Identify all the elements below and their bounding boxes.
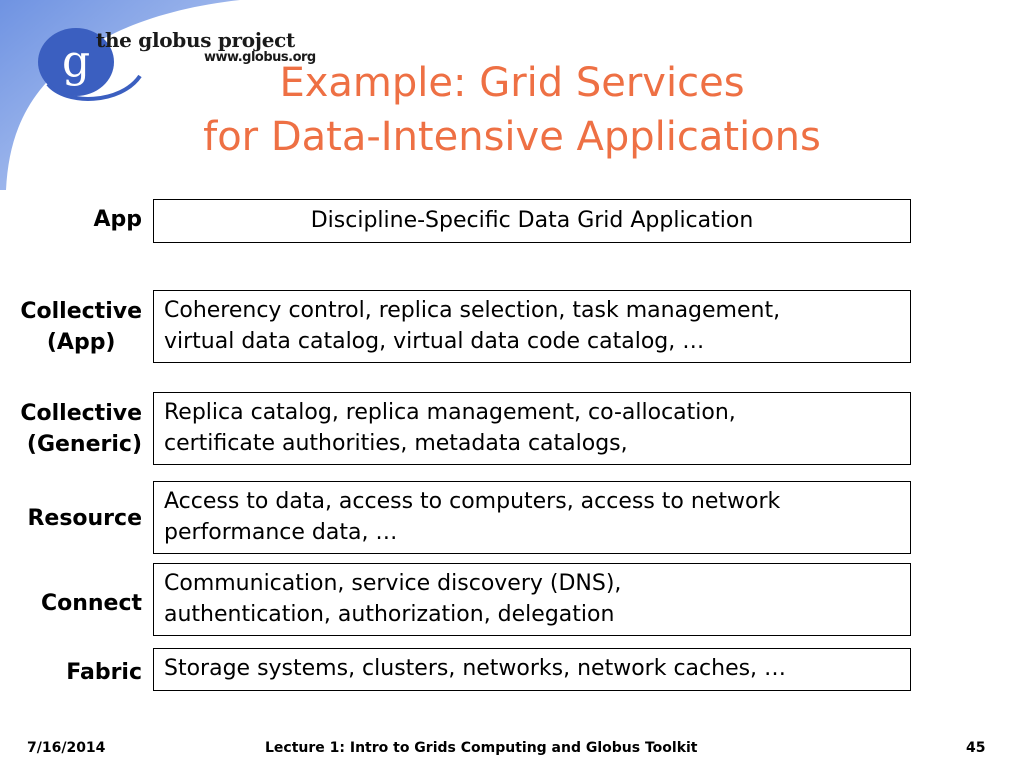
footer-lecture-title: Lecture 1: Intro to Grids Computing and Globus Toolkit bbox=[265, 740, 698, 756]
layer-text-line: authentication, authorization, delegation bbox=[164, 602, 615, 627]
layer-label-resource bbox=[27, 503, 142, 534]
layer-text-line: performance data, … bbox=[164, 520, 398, 545]
layer-label-connect bbox=[41, 588, 142, 619]
layer-label-line: Collective bbox=[20, 401, 142, 426]
logo-name: the globus project bbox=[96, 28, 295, 52]
layer-box-app bbox=[153, 199, 911, 243]
logo-url: www.globus.org bbox=[204, 50, 316, 65]
layer-box-fabric bbox=[153, 648, 911, 691]
layer-box-resource bbox=[153, 481, 911, 554]
layer-label-fabric bbox=[66, 657, 142, 688]
layer-label-line: App bbox=[93, 207, 142, 232]
slide-title bbox=[0, 56, 1024, 164]
title-line-1: Example: Grid Services bbox=[279, 60, 745, 106]
layer-text-line: Storage systems, clusters, networks, network caches, … bbox=[164, 656, 787, 681]
layer-text-line: virtual data catalog, virtual data code catalog, … bbox=[164, 329, 705, 354]
layer-text-line: Communication, service discovery (DNS), bbox=[164, 571, 622, 596]
layer-text-line: Coherency control, replica selection, task management, bbox=[164, 298, 781, 323]
layer-label-line: Resource bbox=[27, 506, 142, 531]
title-line-2: for Data-Intensive Applications bbox=[203, 114, 821, 160]
footer-page-number: 45 bbox=[966, 740, 986, 756]
layer-label-line: Collective bbox=[20, 299, 142, 324]
layer-box-collective-app bbox=[153, 290, 911, 363]
layer-text-line: Replica catalog, replica management, co-allocation, bbox=[164, 400, 736, 425]
layer-label-line: (App) bbox=[46, 330, 116, 355]
layer-label-line: Fabric bbox=[66, 660, 142, 685]
layer-text-line: certificate authorities, metadata catalogs, bbox=[164, 431, 628, 456]
layer-label-collective-generic bbox=[20, 398, 142, 460]
layer-label-line: (Generic) bbox=[26, 432, 142, 457]
layer-label-app bbox=[93, 204, 142, 235]
layer-box-collective-generic bbox=[153, 392, 911, 465]
layer-label-collective-app bbox=[20, 296, 142, 358]
layer-text-line: Discipline-Specific Data Grid Application bbox=[310, 208, 754, 233]
layer-text-line: Access to data, access to computers, access to network bbox=[164, 489, 781, 514]
footer-date: 7/16/2014 bbox=[27, 740, 106, 756]
layer-box-connect bbox=[153, 563, 911, 636]
svg-text:g: g bbox=[62, 36, 91, 87]
layer-label-line: Connect bbox=[40, 591, 142, 616]
